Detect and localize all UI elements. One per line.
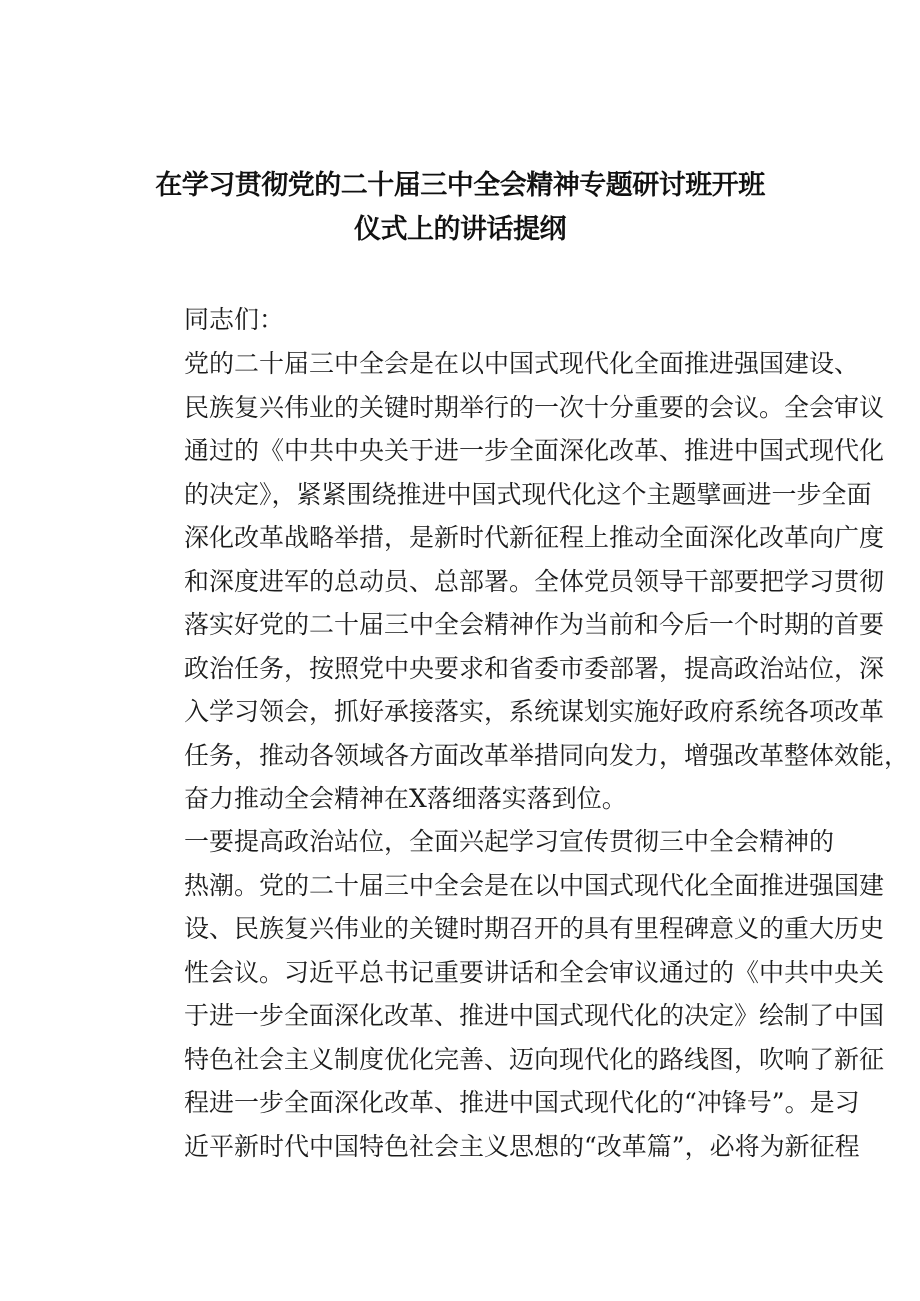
paragraph-line: 性会议。习近平总书记重要讲话和全会审议通过的《中共中央关 — [184, 957, 885, 987]
document-title-line-2: 仪式上的讲话提纲 — [354, 214, 566, 245]
paragraph-line: 程进一步全面深化改革、推进中国式现代化的“冲锋号”。是习 — [184, 1088, 860, 1117]
paragraph-line: 于进一步全面深化改革、推进中国式现代化的决定》绘制了中国 — [184, 1001, 885, 1030]
paragraph-line: 热潮。党的二十届三中全会是在以中国式现代化全面推进强国建 — [184, 870, 885, 900]
paragraph-line: 通过的《中共中央关于进一步全面深化改革、推进中国式现代化 — [184, 436, 885, 465]
paragraph-line: 的决定》，紧紧围绕推进中国式现代化这个主题擘画进一步全面 — [184, 479, 872, 509]
paragraph-line: 一要提高政治站位，全面兴起学习宣传贯彻三中全会精神的 — [184, 827, 835, 856]
paragraph-line: 特色社会主义制度优化完善、迈向现代化的路线图，吹响了新征 — [184, 1044, 885, 1074]
paragraph-line: 入学习领会，抓好承接落实，系统谋划实施好政府系统各项改革 — [184, 697, 885, 726]
paragraph-line: 深化改革战略举措，是新时代新征程上推动全面深化改革向广度 — [184, 523, 885, 552]
paragraph-line: 设、民族复兴伟业的关键时期召开的具有里程碑意义的重大历史 — [184, 914, 885, 943]
paragraph-line: 政治任务，按照党中央要求和省委市委部署，提高政治站位，深 — [184, 653, 885, 683]
paragraph-line: 党的二十届三中全会是在以中国式现代化全面推进强国建设、 — [184, 349, 860, 378]
paragraph-1 — [134, 342, 910, 821]
salutation: 同志们： — [184, 305, 285, 334]
paragraph-line: 民族复兴伟业的关键时期举行的一次十分重要的会议。全会审议 — [184, 392, 885, 422]
paragraph-2 — [134, 820, 885, 1168]
paragraph-line: 近平新时代中国特色社会主义思想的“改革篇”，必将为新征程 — [184, 1131, 860, 1161]
paragraph-line: 落实好党的二十届三中全会精神作为当前和今后一个时期的首要 — [184, 610, 885, 639]
document-title-line-1: 在学习贯彻党的二十届三中全会精神专题研讨班开班 — [155, 170, 765, 201]
paragraph-line: 和深度进军的总动员、总部署。全体党员领导干部要把学习贯彻 — [184, 566, 885, 596]
paragraph-line: 奋力推动全会精神在X落细落实落到位。 — [184, 784, 627, 813]
paragraph-line: 任务，推动各领域各方面改革举措同向发力，增强改革整体效能， — [184, 740, 910, 770]
